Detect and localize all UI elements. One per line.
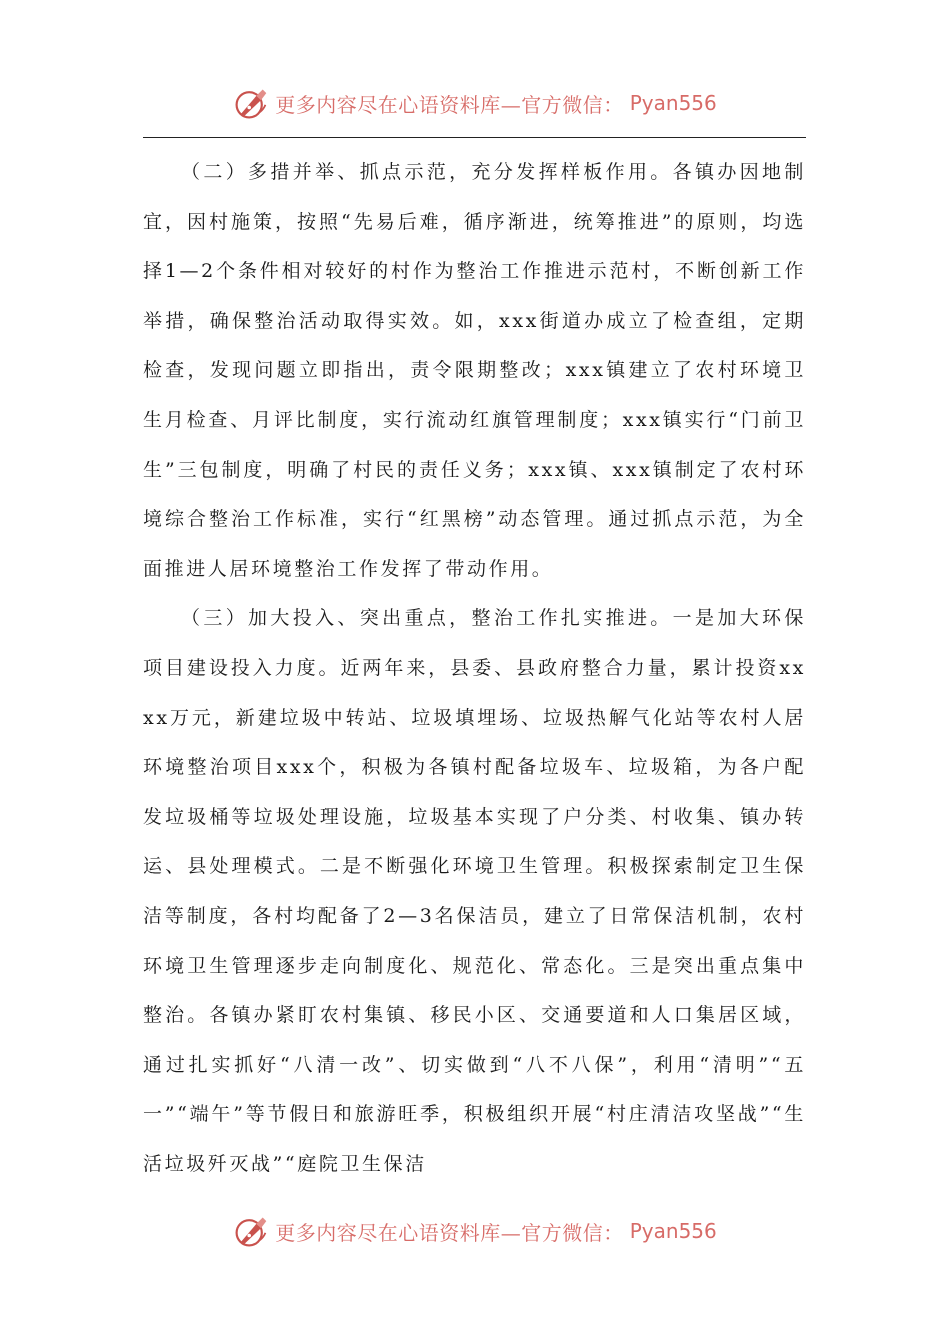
pen-nib-circle-icon: [233, 85, 269, 121]
footer-banner-text: 更多内容尽在心语资料库—官方微信：: [275, 1220, 624, 1245]
footer-banner[interactable]: [233, 1213, 717, 1249]
header-divider: [143, 137, 806, 138]
paragraph-2: （二）多措并举、抓点示范，充分发挥样板作用。各镇办因地制宜，因村施策，按照“先易后难，循序渐进，统筹推进”的原则，均选择1—2个条件相对较好的村作为整治工作推进示范村，不断创新工作举措，确保整治活动取得实效。如，xxx街道办成立了检查组，定期检查，发现问题立即指出，责令限期整改；xxx镇建立了农村环境卫生月检查、月评比制度，实行流动红旗管理制度；xxx镇实行“门前卫生”三包制度，明确了村民的责任义务；xxx镇、xxx镇制定了农村环境综合整治工作标准，实行“红黑榜”动态管理。通过抓点示范，为全面推进人居环境整治工作发挥了带动作用。: [143, 161, 806, 580]
header-wechat-id: Pyan556: [629, 91, 717, 115]
header-banner-text: 更多内容尽在心语资料库—官方微信：: [275, 92, 624, 117]
page-header: [0, 80, 950, 126]
pen-nib-circle-icon: [233, 1213, 269, 1249]
header-banner[interactable]: [233, 85, 717, 121]
page-footer: [0, 1208, 950, 1254]
document-body: [143, 148, 806, 1189]
paragraph-3: （三）加大投入、突出重点，整治工作扎实推进。一是加大环保项目建设投入力度。近两年来，县委、县政府整合力量，累计投资xxxx万元，新建垃圾中转站、垃圾填埋场、垃圾热解气化站等农村人居环境整治项目xxx个，积极为各镇村配备垃圾车、垃圾箱，为各户配发垃圾桶等垃圾处理设施，垃圾基本实现了户分类、村收集、镇办转运、县处理模式。二是不断强化环境卫生管理。积极探索制定卫生保洁等制度，各村均配备了2—3名保洁员，建立了日常保洁机制，农村环境卫生管理逐步走向制度化、规范化、常态化。三是突出重点集中整治。各镇办紧盯农村集镇、移民小区、交通要道和人口集居区域，通过扎实抓好“八清一改”、切实做到“八不八保”，利用“清明”“五一”“端午”等节假日和旅游旺季，积极组织开展“村庄清洁攻坚战”“生活垃圾歼灭战”“庭院卫生保洁: [143, 607, 806, 1175]
footer-wechat-id: Pyan556: [629, 1219, 717, 1243]
